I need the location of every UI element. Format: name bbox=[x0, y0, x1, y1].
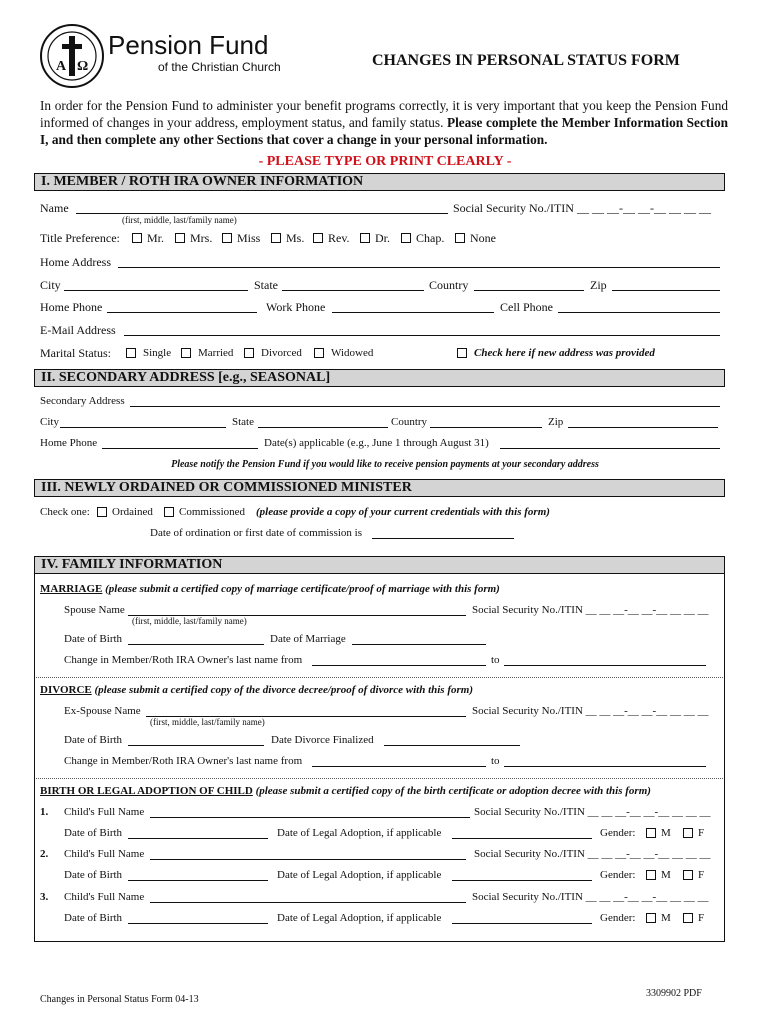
child-3-gender-m-checkbox[interactable] bbox=[646, 913, 656, 923]
child-1-number: 1. bbox=[40, 806, 49, 818]
marital-married-checkbox[interactable] bbox=[181, 348, 191, 358]
name-hint: (first, middle, last/family name) bbox=[122, 215, 237, 225]
secondary-city-field[interactable] bbox=[60, 427, 226, 428]
title-ms-checkbox[interactable] bbox=[271, 233, 281, 243]
section-4-header bbox=[34, 556, 725, 574]
child-2-number: 2. bbox=[40, 848, 49, 860]
commissioned-checkbox[interactable] bbox=[164, 507, 174, 517]
marital-divorced-checkbox[interactable] bbox=[244, 348, 254, 358]
divorce-name-to-field[interactable] bbox=[504, 766, 706, 767]
secondary-address-label: Secondary Address bbox=[40, 395, 125, 407]
child-2-adoption-field[interactable] bbox=[452, 880, 592, 881]
dates-applicable-field[interactable] bbox=[500, 448, 720, 449]
child-3-adoption-label: Date of Legal Adoption, if applicable bbox=[277, 912, 442, 924]
section-2-header bbox=[34, 369, 725, 387]
divider bbox=[36, 677, 723, 678]
commissioned-label: Commissioned bbox=[179, 506, 246, 518]
title-mr-label: Mr. bbox=[147, 231, 165, 245]
child-3-number: 3. bbox=[40, 891, 49, 903]
ex-spouse-name-label: Ex-Spouse Name bbox=[64, 705, 141, 717]
marriage-label: MARRIAGE bbox=[40, 583, 103, 595]
ordination-date-field[interactable] bbox=[372, 538, 514, 539]
divorce-finalized-field[interactable] bbox=[384, 745, 520, 746]
child-3-dob-label: Date of Birth bbox=[64, 912, 123, 924]
title-chap-label: Chap. bbox=[416, 231, 445, 245]
name-label: Name bbox=[40, 201, 69, 215]
title-mr-checkbox[interactable] bbox=[132, 233, 142, 243]
dates-applicable-label: Date(s) applicable (e.g., June 1 through August 31) bbox=[264, 437, 489, 449]
ordained-checkbox[interactable] bbox=[97, 507, 107, 517]
state-label: State bbox=[254, 278, 278, 292]
title-rev-label: Rev. bbox=[328, 231, 350, 245]
intro-bold-text: Please complete the Member Information Section I, and then complete any other Sections that cover a change in your personal information. bbox=[40, 115, 729, 147]
child-1-name-label: Child's Full Name bbox=[64, 806, 145, 818]
secondary-zip-field[interactable] bbox=[568, 427, 718, 428]
section-2-title: II. SECONDARY ADDRESS [e.g., SEASONAL] bbox=[41, 370, 331, 385]
marriage-note: (please submit a certified copy of marriage certificate/proof of marriage with this form) bbox=[105, 583, 500, 595]
marital-widowed-checkbox[interactable] bbox=[314, 348, 324, 358]
spouse-name-hint: (first, middle, last/family name) bbox=[132, 616, 247, 626]
divorce-note: (please submit a certified copy of the divorce decree/proof of divorce with this form) bbox=[94, 684, 473, 696]
secondary-address-note: Please notify the Pension Fund if you would like to receive pension payments at your secondary address bbox=[171, 459, 599, 470]
date-of-marriage-field[interactable] bbox=[352, 644, 486, 645]
country-field[interactable] bbox=[474, 290, 584, 291]
home-phone-label: Home Phone bbox=[40, 300, 103, 314]
birth-adoption-label: BIRTH OR LEGAL ADOPTION OF CHILD bbox=[40, 785, 253, 797]
email-label: E-Mail Address bbox=[40, 323, 116, 337]
spouse-dob-label: Date of Birth bbox=[64, 633, 123, 645]
child-3-gender-f-label: F bbox=[698, 912, 705, 924]
child-1-gender-f-label: F bbox=[698, 827, 705, 839]
ordination-date-label: Date of ordination or first date of commission is bbox=[150, 527, 363, 539]
secondary-state-field[interactable] bbox=[258, 427, 388, 428]
section-4-title: IV. FAMILY INFORMATION bbox=[41, 557, 223, 572]
date-of-marriage-label: Date of Marriage bbox=[270, 633, 346, 645]
secondary-city-label: City bbox=[40, 416, 59, 428]
spouse-ssn-field[interactable]: Social Security No./ITIN __ __ __-__ __-__ __ __ __ bbox=[472, 604, 709, 616]
divider bbox=[36, 778, 723, 779]
title-miss-label: Miss bbox=[237, 231, 261, 245]
cell-phone-label: Cell Phone bbox=[500, 300, 553, 314]
ex-spouse-name-hint: (first, middle, last/family name) bbox=[150, 717, 265, 727]
child-3-name-field[interactable] bbox=[150, 902, 466, 903]
svg-text:A: A bbox=[56, 59, 67, 74]
marital-status-label: Marital Status: bbox=[40, 346, 111, 360]
marriage-heading bbox=[40, 583, 500, 595]
divorce-label: DIVORCE bbox=[40, 684, 92, 696]
marriage-name-to-field[interactable] bbox=[504, 665, 706, 666]
marriage-name-from-field[interactable] bbox=[312, 665, 486, 666]
home-address-label: Home Address bbox=[40, 255, 111, 269]
child-1-dob-field[interactable] bbox=[128, 838, 268, 839]
title-ms-label: Ms. bbox=[286, 231, 305, 245]
spouse-dob-field[interactable] bbox=[128, 644, 264, 645]
title-chap-checkbox[interactable] bbox=[401, 233, 411, 243]
home-address-field[interactable] bbox=[118, 267, 720, 268]
cell-phone-field[interactable] bbox=[558, 312, 720, 313]
child-2-gender-m-label: M bbox=[661, 869, 671, 881]
divorce-heading bbox=[40, 684, 473, 696]
home-phone-field[interactable] bbox=[107, 312, 257, 313]
zip-label: Zip bbox=[590, 278, 607, 292]
marital-single-checkbox[interactable] bbox=[126, 348, 136, 358]
logo-subtitle: of the Christian Church bbox=[158, 60, 281, 74]
marital-divorced-label: Divorced bbox=[261, 347, 302, 359]
child-3-gender-f-checkbox[interactable] bbox=[683, 913, 693, 923]
secondary-home-phone-field[interactable] bbox=[102, 448, 258, 449]
ex-spouse-dob-field[interactable] bbox=[128, 745, 264, 746]
credentials-note: (please provide a copy of your current credentials with this form) bbox=[256, 506, 550, 518]
footer-form-name: Changes in Personal Status Form 04-13 bbox=[40, 994, 199, 1005]
child-3-dob-field[interactable] bbox=[128, 923, 268, 924]
title-dr-checkbox[interactable] bbox=[360, 233, 370, 243]
check-one-label: Check one: bbox=[40, 506, 90, 518]
child-3-adoption-field[interactable] bbox=[452, 923, 592, 924]
child-2-dob-field[interactable] bbox=[128, 880, 268, 881]
title-miss-checkbox[interactable] bbox=[222, 233, 232, 243]
child-1-dob-label: Date of Birth bbox=[64, 827, 123, 839]
ordained-label: Ordained bbox=[112, 506, 153, 518]
child-2-adoption-label: Date of Legal Adoption, if applicable bbox=[277, 869, 442, 881]
child-3-gender-label: Gender: bbox=[600, 912, 636, 924]
marital-married-label: Married bbox=[198, 347, 234, 359]
title-dr-label: Dr. bbox=[375, 231, 390, 245]
state-field[interactable] bbox=[282, 290, 424, 291]
new-address-label: Check here if new address was provided bbox=[474, 347, 655, 359]
title-rev-checkbox[interactable] bbox=[313, 233, 323, 243]
secondary-country-label: Country bbox=[391, 416, 428, 428]
marriage-name-change-label: Change in Member/Roth IRA Owner's last name from bbox=[64, 654, 303, 666]
intro-paragraph bbox=[40, 97, 728, 148]
marital-single-label: Single bbox=[143, 347, 172, 359]
birth-adoption-note: (please submit a certified copy of the birth certificate or adoption decree with this form) bbox=[255, 785, 651, 797]
child-1-gender-m-checkbox[interactable] bbox=[646, 828, 656, 838]
child-2-gender-f-checkbox[interactable] bbox=[683, 870, 693, 880]
ssn-field[interactable]: Social Security No./ITIN __ __ __-__ __-__ __ __ __ bbox=[453, 201, 711, 215]
page-title: CHANGES IN PERSONAL STATUS FORM bbox=[372, 52, 680, 69]
city-label: City bbox=[40, 278, 61, 292]
section-3-title: III. NEWLY ORDAINED OR COMMISSIONED MINISTER bbox=[41, 480, 412, 495]
logo-name: Pension Fund bbox=[108, 30, 269, 60]
marital-widowed-label: Widowed bbox=[331, 347, 374, 359]
new-address-checkbox[interactable] bbox=[457, 348, 467, 358]
child-3-gender-m-label: M bbox=[661, 912, 671, 924]
divorce-to-label: to bbox=[491, 755, 500, 767]
intro-text: In order for the Pension Fund to administer your benefit programs correctly, it is very important that you keep the Pension Fund informed of changes in your address, employment status, and family status. bbox=[40, 98, 728, 130]
logo-emblem-icon bbox=[38, 22, 106, 90]
secondary-state-label: State bbox=[232, 416, 254, 428]
child-2-gender-m-checkbox[interactable] bbox=[646, 870, 656, 880]
title-none-checkbox[interactable] bbox=[455, 233, 465, 243]
child-2-name-label: Child's Full Name bbox=[64, 848, 145, 860]
ex-spouse-dob-label: Date of Birth bbox=[64, 734, 123, 746]
secondary-zip-label: Zip bbox=[548, 416, 564, 428]
child-1-adoption-label: Date of Legal Adoption, if applicable bbox=[277, 827, 442, 839]
section-1-title: I. MEMBER / ROTH IRA OWNER INFORMATION bbox=[41, 174, 364, 189]
child-1-gender-f-checkbox[interactable] bbox=[683, 828, 693, 838]
title-none-label: None bbox=[470, 231, 496, 245]
svg-text:Ω: Ω bbox=[77, 59, 89, 74]
divorce-finalized-label: Date Divorce Finalized bbox=[271, 734, 374, 746]
title-mrs-label: Mrs. bbox=[190, 231, 213, 245]
city-field[interactable] bbox=[64, 290, 248, 291]
section-3-header bbox=[34, 479, 725, 497]
child-1-name-field[interactable] bbox=[150, 817, 470, 818]
child-2-dob-label: Date of Birth bbox=[64, 869, 123, 881]
country-label: Country bbox=[429, 278, 469, 292]
child-1-ssn-field[interactable]: Social Security No./ITIN __ __ __-__ __-__ __ __ __ bbox=[474, 806, 711, 818]
secondary-address-field[interactable] bbox=[130, 406, 720, 407]
title-mrs-checkbox[interactable] bbox=[175, 233, 185, 243]
footer-form-code: 3309902 PDF bbox=[646, 988, 702, 999]
work-phone-label: Work Phone bbox=[266, 300, 326, 314]
child-2-gender-f-label: F bbox=[698, 869, 705, 881]
secondary-country-field[interactable] bbox=[430, 427, 542, 428]
child-2-name-field[interactable] bbox=[150, 859, 466, 860]
zip-field[interactable] bbox=[612, 290, 720, 291]
marriage-to-label: to bbox=[491, 654, 500, 666]
work-phone-field[interactable] bbox=[332, 312, 494, 313]
child-2-ssn-field[interactable]: Social Security No./ITIN __ __ __-__ __-__ __ __ __ bbox=[474, 848, 711, 860]
secondary-home-phone-label: Home Phone bbox=[40, 437, 98, 449]
spouse-name-label: Spouse Name bbox=[64, 604, 125, 616]
divorce-name-change-label: Change in Member/Roth IRA Owner's last name from bbox=[64, 755, 303, 767]
child-1-adoption-field[interactable] bbox=[452, 838, 592, 839]
child-3-name-label: Child's Full Name bbox=[64, 891, 145, 903]
child-1-gender-label: Gender: bbox=[600, 827, 636, 839]
type-print-notice: - PLEASE TYPE OR PRINT CLEARLY - bbox=[258, 154, 512, 169]
divorce-name-from-field[interactable] bbox=[312, 766, 486, 767]
title-preference-label: Title Preference: bbox=[40, 231, 120, 245]
child-1-gender-m-label: M bbox=[661, 827, 671, 839]
birth-adoption-heading bbox=[40, 785, 651, 797]
email-field[interactable] bbox=[124, 335, 720, 336]
name-field[interactable] bbox=[76, 213, 448, 214]
child-3-ssn-field[interactable]: Social Security No./ITIN __ __ __-__ __-__ __ __ __ bbox=[472, 891, 709, 903]
section-1-header bbox=[34, 173, 725, 191]
ex-spouse-ssn-field[interactable]: Social Security No./ITIN __ __ __-__ __-__ __ __ __ bbox=[472, 705, 709, 717]
child-2-gender-label: Gender: bbox=[600, 869, 636, 881]
